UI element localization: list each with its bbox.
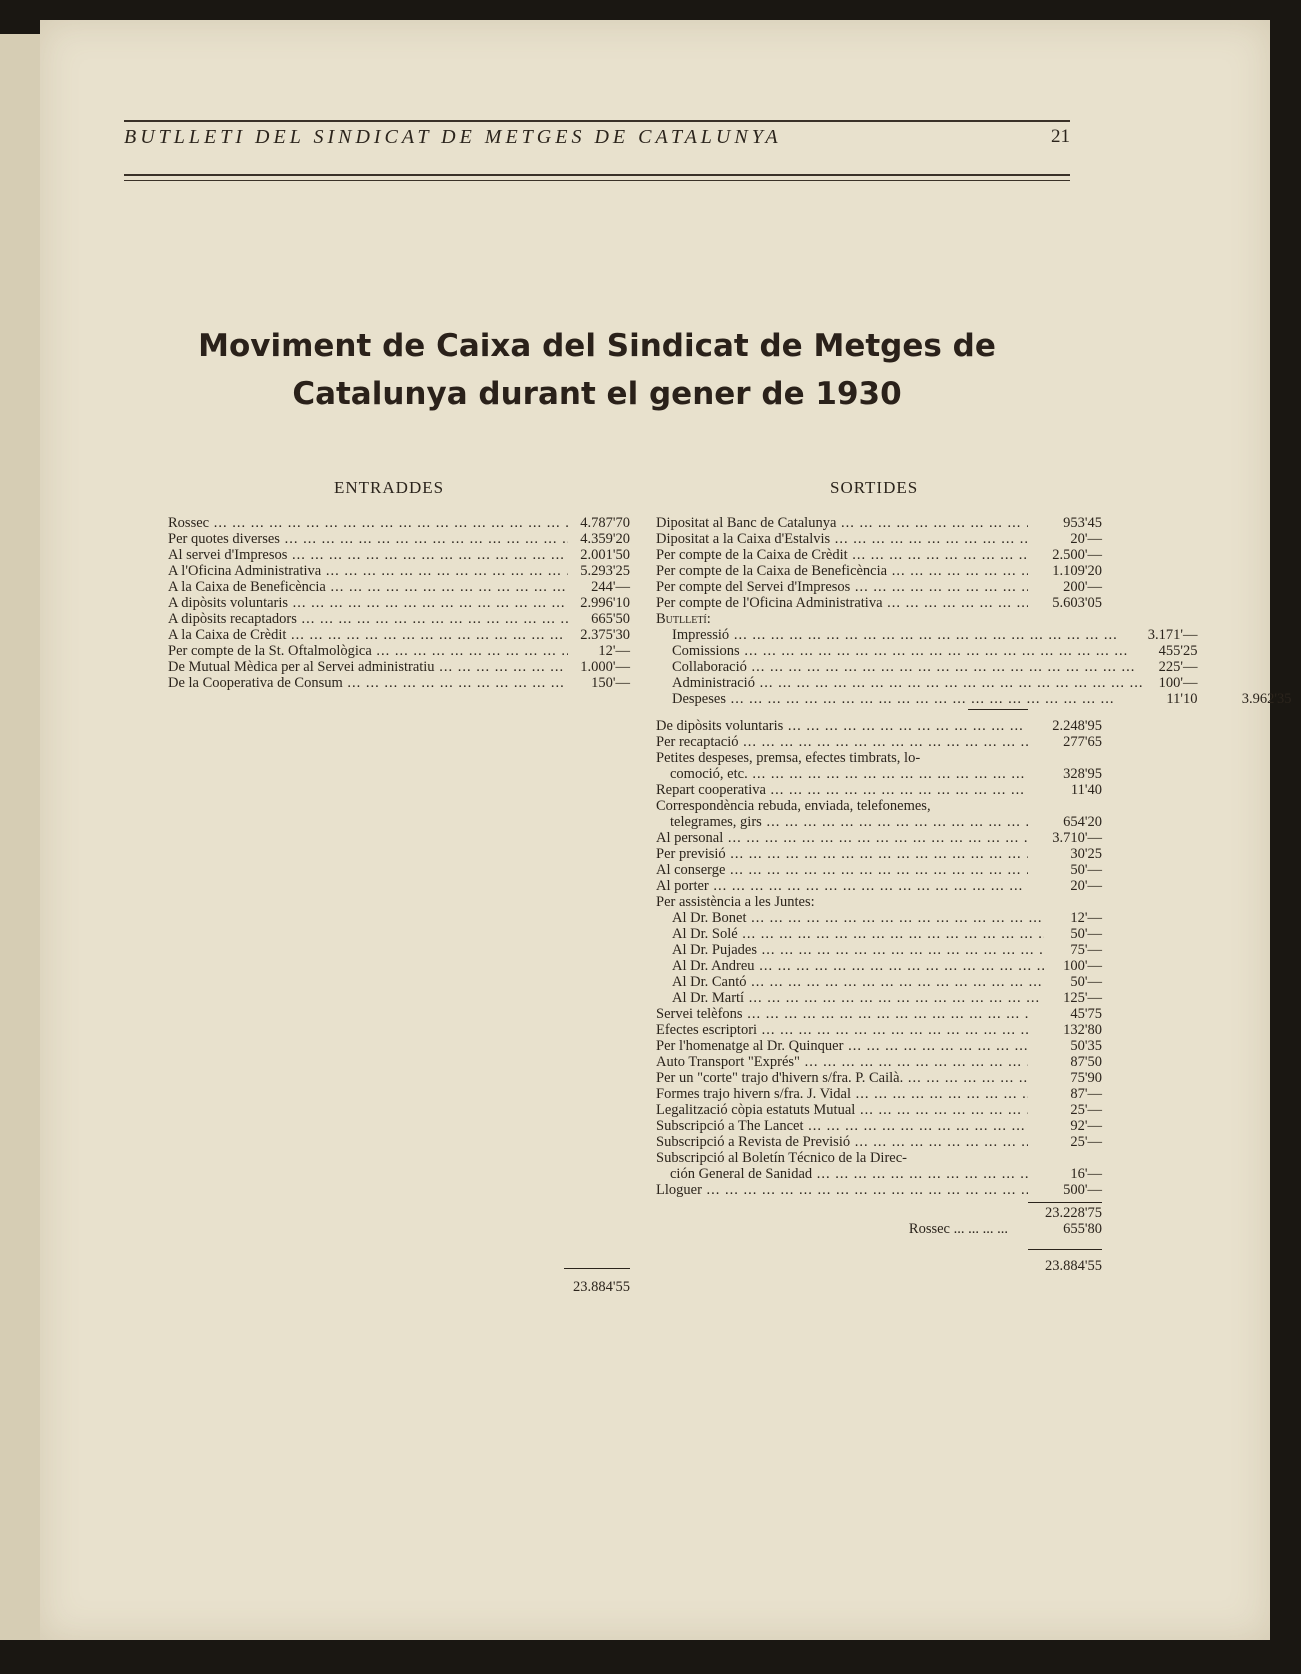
ledger-label: Subscripció al Boletín Técnico de la Direc- bbox=[656, 1150, 907, 1166]
ledger-label: Formes trajo hivern s/fra. J. Vidal ... . bbox=[656, 1086, 1028, 1102]
entrades-column bbox=[168, 515, 630, 691]
page-number: 21 bbox=[1051, 126, 1070, 147]
ledger-label: De Mutual Mèdica per al Servei administratiu ... . bbox=[168, 659, 568, 675]
ledger-amount: 16'— bbox=[1070, 1166, 1102, 1182]
ledger-amount: 92'— bbox=[1070, 1118, 1102, 1134]
ledger-row bbox=[656, 1134, 1102, 1150]
ledger-row bbox=[656, 1038, 1102, 1054]
ledger-row bbox=[656, 1118, 1102, 1134]
ledger-label: A dipòsits voluntaris ... . bbox=[168, 595, 568, 611]
ledger-row bbox=[656, 1166, 1102, 1182]
ledger-amount: 5.603'05 bbox=[1052, 595, 1102, 611]
butlleti-subtotal-rule bbox=[968, 709, 1028, 718]
ledger-amount: 50'— bbox=[1070, 974, 1102, 990]
juntes-row bbox=[672, 958, 1102, 974]
title-line-2: Catalunya durant el gener de 1930 bbox=[292, 376, 902, 412]
ledger-amount: 953'45 bbox=[1063, 515, 1102, 531]
ledger-row bbox=[168, 659, 630, 675]
ledger-amount: 665'50 bbox=[591, 611, 630, 627]
ledger-label: Legalització còpia estatuts Mutual ... . bbox=[656, 1102, 1028, 1118]
ledger-amount: 50'— bbox=[1070, 862, 1102, 878]
ledger-amount: 11'40 bbox=[1070, 782, 1102, 798]
juntes-row bbox=[672, 926, 1102, 942]
ledger-amount: 75'90 bbox=[1070, 1070, 1102, 1086]
ledger-label: Al personal ... . bbox=[656, 830, 1028, 846]
ledger-row bbox=[656, 814, 1102, 830]
ledger-amount: 4.787'70 bbox=[580, 515, 630, 531]
ledger-row bbox=[656, 766, 1102, 782]
ledger-row bbox=[656, 1006, 1102, 1022]
ledger-label: Al Dr. Cantó ... . bbox=[672, 974, 1044, 990]
ledger-label: Petites despeses, premsa, efectes timbrats, lo- bbox=[656, 750, 921, 766]
ledger-label: Correspondència rebuda, enviada, telefonemes, bbox=[656, 798, 931, 814]
ledger-row bbox=[168, 547, 630, 563]
ledger-amount: 5.293'25 bbox=[580, 563, 630, 579]
ledger-amount: 2.248'95 bbox=[1052, 718, 1102, 734]
ledger-amount: 328'95 bbox=[1063, 766, 1102, 782]
ledger-amount: 75'— bbox=[1070, 942, 1102, 958]
ledger-row bbox=[656, 782, 1102, 798]
ledger-amount: 244'— bbox=[591, 579, 630, 595]
ledger-label: Al Dr. Solé ... . bbox=[672, 926, 1044, 942]
ledger-amount: 2.500'— bbox=[1052, 547, 1102, 563]
ledger-label: telegrames, girs ... . bbox=[656, 814, 1028, 830]
ledger-row bbox=[656, 846, 1102, 862]
ledger-amount: 45'75 bbox=[1070, 1006, 1102, 1022]
ledger-row bbox=[656, 1070, 1102, 1086]
ledger-amount: 2.375'30 bbox=[580, 627, 630, 643]
ledger-label: Impressió ... . bbox=[672, 627, 1143, 643]
ledger-amount: 1.000'— bbox=[580, 659, 630, 675]
ledger-row bbox=[656, 531, 1102, 547]
ledger-amount: 20'— bbox=[1070, 531, 1102, 547]
ledger-label: Per un "corte" trajo d'hivern s/fra. P. Cailà. ... . bbox=[656, 1070, 1028, 1086]
butlleti-row bbox=[672, 643, 1197, 659]
ledger-amount: 200'— bbox=[1063, 579, 1102, 595]
ledger-amount: 150'— bbox=[591, 675, 630, 691]
juntes-row bbox=[672, 974, 1102, 990]
ledger-label: Al Dr. Bonet ... . bbox=[672, 910, 1044, 926]
butlleti-items bbox=[656, 627, 1217, 707]
ledger-amount: 12'— bbox=[1070, 910, 1102, 926]
ledger-row bbox=[656, 734, 1102, 750]
ledger-label: Al Dr. Martí ... . bbox=[672, 990, 1044, 1006]
entrades-heading: ENTRADDES bbox=[334, 478, 445, 497]
butlleti-row bbox=[672, 627, 1197, 643]
ledger-amount: 25'— bbox=[1070, 1134, 1102, 1150]
juntes-row bbox=[672, 942, 1102, 958]
running-header bbox=[124, 126, 1070, 149]
ledger-label: Subscripció a The Lancet ... . bbox=[656, 1118, 1028, 1134]
ledger-label: Collaboració ... . bbox=[672, 659, 1143, 675]
ledger-label: Subscripció a Revista de Previsió ... . bbox=[656, 1134, 1028, 1150]
ledger-amount: 132'80 bbox=[1063, 1022, 1102, 1038]
butlleti-block bbox=[656, 627, 1292, 707]
ledger-row bbox=[656, 878, 1102, 894]
ledger-label: A la Caixa de Beneficència ... . bbox=[168, 579, 568, 595]
ledger-amount: 87'— bbox=[1070, 1086, 1102, 1102]
ledger-row bbox=[656, 1086, 1102, 1102]
juntes-row bbox=[672, 910, 1102, 926]
sortides-column bbox=[656, 515, 1292, 1274]
ledger-row bbox=[656, 1054, 1102, 1070]
ledger-row bbox=[656, 862, 1102, 878]
ledger-label: Dipositat a la Caixa d'Estalvis ... . bbox=[656, 531, 1028, 547]
ledger-amount: 11'10 bbox=[1166, 691, 1198, 707]
ledger-amount: 125'— bbox=[1063, 990, 1102, 1006]
ledger-label: Al servei d'Impresos ... . bbox=[168, 547, 568, 563]
ledger-row bbox=[656, 579, 1102, 595]
ledger-label: Per compte de la Caixa de Beneficència ... . bbox=[656, 563, 1028, 579]
ledger-label: ción General de Sanidad ... . bbox=[656, 1166, 1028, 1182]
ledger-row bbox=[656, 1102, 1102, 1118]
ledger-label: Lloguer ... . bbox=[656, 1182, 1028, 1198]
header-title: BUTLLETI DEL SINDICAT DE METGES DE CATALUNYA bbox=[124, 126, 782, 148]
ledger-label: Rossec ... . bbox=[168, 515, 568, 531]
ledger-amount: 87'50 bbox=[1070, 1054, 1102, 1070]
header-rule-top bbox=[124, 120, 1070, 122]
ledger-label: Per previsió ... . bbox=[656, 846, 1028, 862]
ledger-row bbox=[168, 515, 630, 531]
ledger-label: Al porter ... . bbox=[656, 878, 1028, 894]
ledger-amount: 100'— bbox=[1158, 675, 1198, 691]
ledger-row bbox=[656, 1182, 1102, 1198]
ledger-row bbox=[656, 1150, 1102, 1166]
ledger-row bbox=[168, 595, 630, 611]
rossec-amount: 655'80 bbox=[1063, 1221, 1102, 1237]
ledger-row bbox=[656, 595, 1102, 611]
ledger-row bbox=[656, 1022, 1102, 1038]
ledger-row bbox=[168, 675, 630, 691]
butlleti-heading: Butlletí: bbox=[656, 611, 711, 627]
ledger-row bbox=[656, 798, 1102, 814]
ledger-amount: 20'— bbox=[1070, 878, 1102, 894]
rossec-row bbox=[656, 1221, 1102, 1237]
ledger-amount: 3.171'— bbox=[1147, 627, 1198, 643]
ledger-row bbox=[656, 830, 1102, 846]
ledger-amount: 500'— bbox=[1063, 1182, 1102, 1198]
ledger-label: Servei telèfons ... . bbox=[656, 1006, 1028, 1022]
ledger-amount: 100'— bbox=[1063, 958, 1102, 974]
ledger-amount: 2.001'50 bbox=[580, 547, 630, 563]
ledger-label: Administració ... . bbox=[672, 675, 1143, 691]
ledger-label: Al Dr. Andreu ... . bbox=[672, 958, 1044, 974]
rossec-label: Rossec ... ... ... ... bbox=[908, 1221, 1008, 1237]
ledger-amount: 455'25 bbox=[1158, 643, 1198, 659]
ledger-row bbox=[656, 750, 1102, 766]
ledger-amount: 30'25 bbox=[1070, 846, 1102, 862]
ledger-label: Al Dr. Pujades ... . bbox=[672, 942, 1044, 958]
ledger-row bbox=[168, 531, 630, 547]
entrades-total: 23.884'55 bbox=[564, 1268, 630, 1296]
ledger-label: Comissions ... . bbox=[672, 643, 1143, 659]
ledger-label: Despeses ... . bbox=[672, 691, 1143, 707]
title-line-1: Moviment de Caixa del Sindicat de Metges de bbox=[198, 328, 996, 364]
ledger-label: De la Cooperativa de Consum ... . bbox=[168, 675, 568, 691]
ledger-label: comoció, etc. ... . bbox=[656, 766, 1028, 782]
ledger-label: A la Caixa de Crèdit ... . bbox=[168, 627, 568, 643]
ledger-amount: 25'— bbox=[1070, 1102, 1102, 1118]
ledger-amount: 225'— bbox=[1158, 659, 1198, 675]
butlleti-row bbox=[672, 659, 1197, 675]
ledger-amount: 2.996'10 bbox=[580, 595, 630, 611]
sortides-total: 23.884'55 bbox=[1028, 1249, 1102, 1274]
ledger-row bbox=[656, 563, 1102, 579]
ledger-row bbox=[168, 563, 630, 579]
ledger-label: Auto Transport "Exprés" ... . bbox=[656, 1054, 1028, 1070]
ledger-amount: 3.710'— bbox=[1052, 830, 1102, 846]
ledger-amount: 50'— bbox=[1070, 926, 1102, 942]
ledger-row bbox=[656, 547, 1102, 563]
juntes-row bbox=[672, 990, 1102, 1006]
ledger-label: Efectes escriptori ... . bbox=[656, 1022, 1028, 1038]
ledger-row bbox=[168, 627, 630, 643]
ledger-row bbox=[168, 643, 630, 659]
ledger-row bbox=[168, 579, 630, 595]
butlleti-total: 3.962'35 bbox=[1241, 691, 1292, 707]
ledger-label: Per recaptació ... . bbox=[656, 734, 1028, 750]
ledger-label: Per compte de l'Oficina Administrativa ... . bbox=[656, 595, 1028, 611]
ledger-label: A dipòsits recaptadors ... . bbox=[168, 611, 568, 627]
ledger-label: Repart cooperativa ... . bbox=[656, 782, 1028, 798]
ledger-label: Per assistència a les Juntes: bbox=[656, 894, 815, 910]
ledger-label: A l'Oficina Administrativa ... . bbox=[168, 563, 568, 579]
butlleti-row bbox=[672, 691, 1197, 707]
ledger-label: Per quotes diverses ... . bbox=[168, 531, 568, 547]
juntes-items bbox=[656, 910, 1102, 1006]
ledger-amount: 654'20 bbox=[1063, 814, 1102, 830]
ledger-amount: 4.359'20 bbox=[580, 531, 630, 547]
ledger-amount: 1.109'20 bbox=[1052, 563, 1102, 579]
header-rule-bottom bbox=[124, 174, 1070, 176]
page-title bbox=[124, 322, 1070, 418]
ledger-row bbox=[168, 611, 630, 627]
ledger-label: Dipositat al Banc de Catalunya ... . bbox=[656, 515, 1028, 531]
ledger-label: Per compte del Servei d'Impresos ... . bbox=[656, 579, 1028, 595]
ledger-row bbox=[656, 718, 1102, 734]
header-rule-bottom-thin bbox=[124, 180, 1070, 181]
ledger-amount: 12'— bbox=[598, 643, 630, 659]
ledger-row bbox=[656, 515, 1102, 531]
ledger-label: Per l'homenatge al Dr. Quinquer ... . bbox=[656, 1038, 1028, 1054]
ledger-label: Per compte de la St. Oftalmològica ... . bbox=[168, 643, 568, 659]
ledger-label: Per compte de la Caixa de Crèdit ... . bbox=[656, 547, 1028, 563]
ledger-amount: 277'65 bbox=[1063, 734, 1102, 750]
ledger-label: De dipòsits voluntaris ... . bbox=[656, 718, 1028, 734]
ledger-label: Al conserge ... . bbox=[656, 862, 1028, 878]
ledger-row bbox=[656, 894, 1102, 910]
ledger-amount: 50'35 bbox=[1070, 1038, 1102, 1054]
butlleti-row bbox=[672, 675, 1197, 691]
sortides-heading: SORTIDES bbox=[830, 478, 919, 497]
sortides-subtotal: 23.228'75 bbox=[1028, 1202, 1102, 1221]
